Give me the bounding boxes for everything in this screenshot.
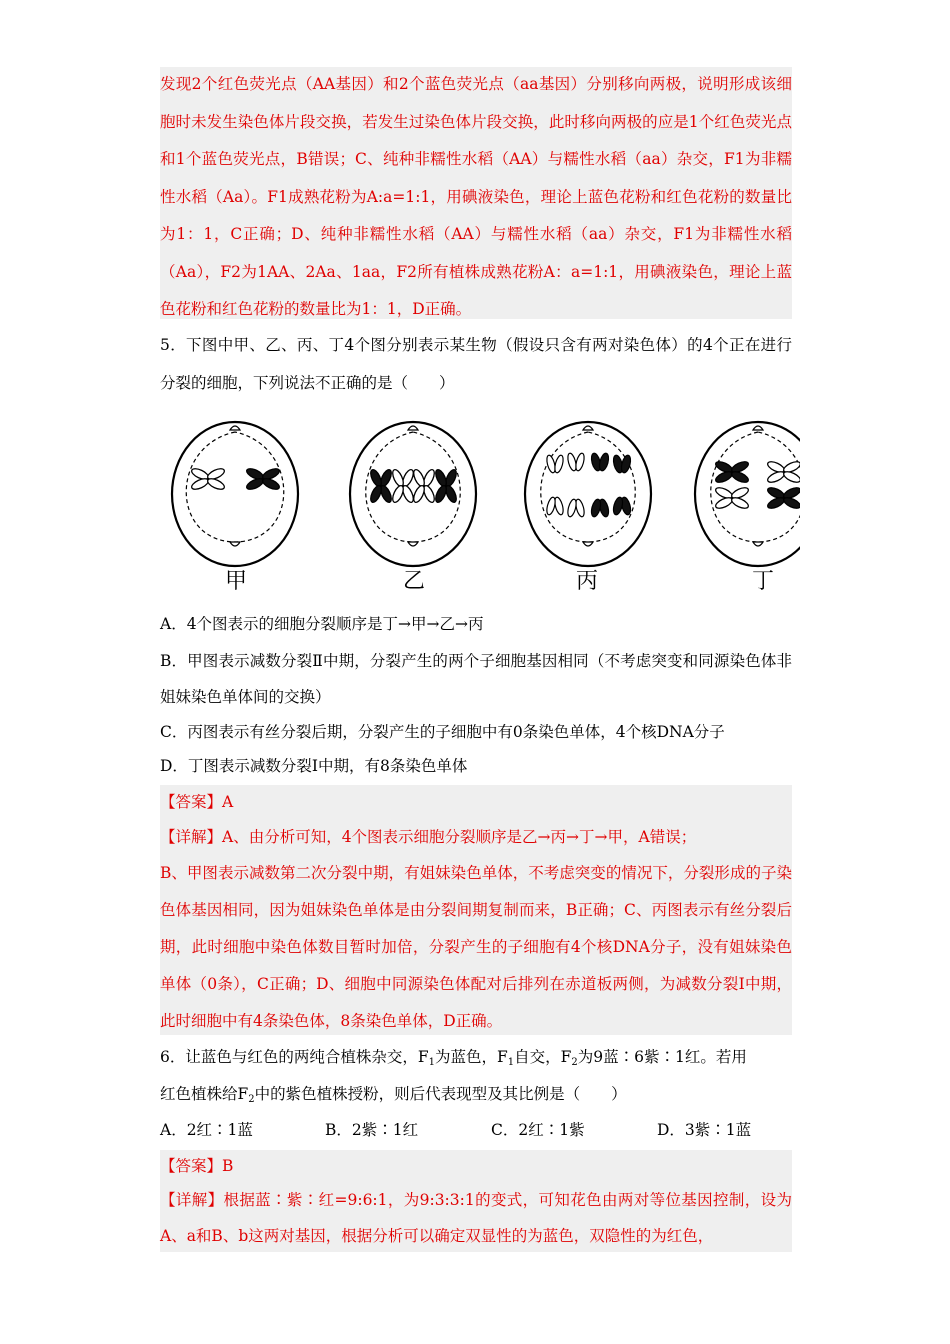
q5-options (160, 606, 792, 783)
q6-answer-box (160, 1150, 792, 1252)
q5-explain-1: 【详解】A、由分析可知，4个图表示细胞分裂顺序是乙→丙→丁→甲，A错误； (160, 828, 697, 846)
q5-stem-block (160, 327, 792, 402)
q5-option-b: B．甲图表示减数分裂Ⅱ中期，分裂产生的两个子细胞基因相同（不考虑突变和同源染色体非姐妹染色单体间的交换） (160, 652, 792, 706)
cell-division-diagram (160, 416, 800, 596)
q6-option-c: C．2红∶1紫 (491, 1121, 585, 1139)
q5-answer: 【答案】A (160, 793, 234, 811)
label-ding: 丁 (752, 569, 775, 594)
q5-option-a: A．4个图表示的细胞分裂顺序是丁→甲→乙→丙 (160, 615, 484, 633)
label-jia: 甲 (225, 569, 248, 594)
cell-bing (525, 422, 651, 566)
cell-ding (695, 422, 800, 566)
q6-option-a: A．2红∶1蓝 (160, 1121, 253, 1139)
cell-jia (172, 422, 298, 566)
label-bing: 丙 (576, 569, 599, 594)
q6-stem-block (160, 1039, 792, 1113)
q5-option-c: C．丙图表示有丝分裂后期，分裂产生的子细胞中有0条染色单体，4个核DNA分子 (160, 723, 725, 741)
cell-yi (350, 422, 476, 566)
prev-explanation-box (160, 67, 792, 319)
q6-stem-line1: 6．让蓝色与红色的两纯合植株杂交，$F_1$为蓝色，$F_1$自交，$F_2$为9蓝∶6紫∶1红。若用 (160, 1048, 747, 1068)
q5-option-d: D．丁图表示减数分裂Ⅰ中期，有8条染色单体 (160, 757, 468, 775)
q5-answer-box (160, 785, 792, 1035)
q6-answer: 【答案】B (160, 1157, 234, 1175)
q6-option-d: D．3紫∶1蓝 (657, 1121, 752, 1139)
q6-stem-line2: 红色植株给$F_2$中的紫色植株授粉，则后代表现型及其比例是（ ） (160, 1085, 627, 1105)
q5-explain-2: B、甲图表示减数第二次分裂中期，有姐妹染色单体，不考虑突变的情况下，分裂形成的子染色体基因相同，因为姐妹染色单体是由分裂间期复制而来，B正确；C、丙图表示有丝分裂后期，此时细胞中染色体数目暂时加倍，分裂产生的子细胞有4个核DNA分子，没有姐妹染色单体（0条），C正确；D、细胞中同源染色体配对后排列在赤道板两侧，为减数分裂Ⅰ中期，此时细胞中有4条染色体，8条染色单体，D正确。 (160, 864, 792, 1030)
q5-stem: 5．下图中甲、乙、丙、丁4个图分别表示某生物（假设只含有两对染色体）的4个正在进行分裂的细胞，下列说法不正确的是（ ） (160, 336, 792, 392)
q6-option-b: B．2紫∶1红 (325, 1121, 419, 1139)
label-yi: 乙 (403, 569, 426, 594)
q6-explain: 【详解】根据蓝∶紫∶红=9:6:1，为9:3:3:1的变式，可知花色由两对等位基因控制，设为A、a和B、b这两对基因，根据分析可以确定双显性的为蓝色，双隐性的为红色， (160, 1191, 792, 1245)
prev-explanation-text: 发现2个红色荧光点（AA基因）和2个蓝色荧光点（aa基因）分别移向两极，说明形成该细胞时未发生染色体片段交换，若发生过染色体片段交换，此时移向两极的应是1个红色荧光点和1个蓝色荧光点，B错误；C、纯种非糯性水稻（AA）与糯性水稻（aa）杂交，F1为非糯性水稻（Aa）。F1成熟花粉为A:a=1:1，用碘液染色，理论上蓝色花粉和红色花粉的数量比为1：1，C正确；D、纯种非糯性水稻（AA）与糯性水稻（aa）杂交，F1为非糯性水稻（Aa），F2为1AA、2Aa、1aa，F2所有植株成熟花粉A：a=1:1，用碘液染色，理论上蓝色花粉和红色花粉的数量比为1：1，D正确。 (160, 75, 792, 318)
